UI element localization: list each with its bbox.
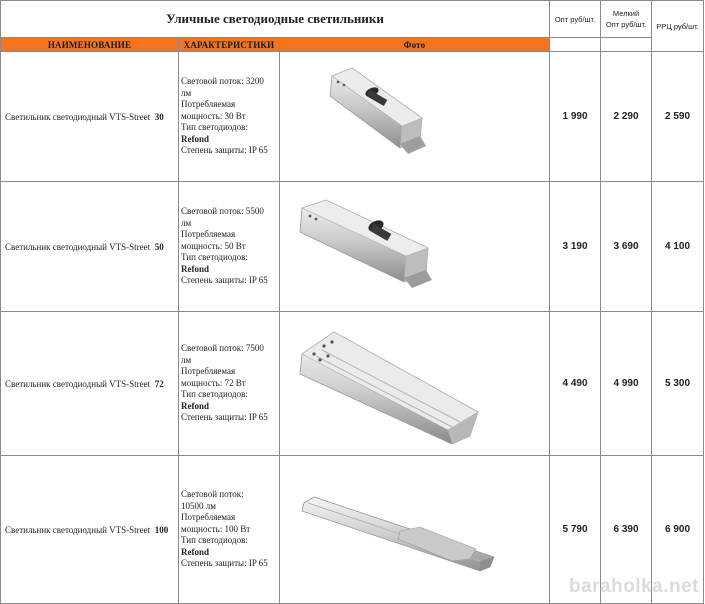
price-small: 6 390: [601, 456, 652, 604]
street-lamp-photo-icon: [280, 52, 550, 176]
watermark: baraholka.net: [568, 576, 699, 597]
subheader-row: [1, 38, 704, 52]
subheader-name: НАИМЕНОВАНИЕ: [1, 38, 179, 52]
col-header-small: [601, 1, 652, 38]
price-small: 2 290: [601, 52, 652, 182]
subheader-specs: ХАРАКТЕРИСТИКИ: [179, 38, 280, 52]
product-model: 30: [154, 111, 164, 122]
led-brand: Refond: [181, 133, 210, 144]
led-brand: Refond: [181, 400, 210, 411]
price-rrc: 2 590: [652, 52, 704, 182]
product-specs: Световой поток: 5500 лм Потребляемая мощность: 50 Вт Тип светодиодов: Refond Степень защиты: IP 65: [179, 182, 280, 312]
product-specs: Световой поток: 7500 лм Потребляемая мощность: 72 Вт Тип светодиодов: Refond Степень защиты: IP 65: [179, 312, 280, 456]
table-row: [1, 182, 704, 312]
col-header-rrc: РРЦ руб/шт.: [652, 1, 704, 52]
table-title: Уличные светодиодные светильники: [1, 1, 550, 38]
street-lamp-photo-icon: [280, 312, 550, 450]
price-opt: 5 790: [550, 456, 601, 604]
product-photo: [280, 52, 550, 182]
table-row: [1, 312, 704, 456]
led-brand: Refond: [181, 546, 210, 557]
product-model: 50: [154, 241, 164, 252]
price-small: 3 690: [601, 182, 652, 312]
product-specs: Световой поток: 3200 лм Потребляемая мощность: 30 Вт Тип светодиодов: Refond Степень защиты: IP 65: [179, 52, 280, 182]
product-specs: Световой поток: 10500 лм Потребляемая мощность: 100 Вт Тип светодиодов: Refond Степень защиты: IP 65: [179, 456, 280, 604]
product-photo: [280, 182, 550, 312]
price-opt: 4 490: [550, 312, 601, 456]
led-brand: Refond: [181, 263, 210, 274]
price-rrc: 6 900: [652, 456, 704, 604]
price-small: 4 990: [601, 312, 652, 456]
product-name: Светильник светодиодный VTS-Street 50: [1, 182, 179, 312]
product-photo: [280, 456, 550, 604]
product-model: 72: [154, 378, 164, 389]
product-name: Светильник светодиодный VTS-Street 100: [1, 456, 179, 604]
col-header-opt: Опт руб/шт.: [550, 1, 601, 38]
subheader-photo: Фото: [280, 38, 550, 52]
product-name: Светильник светодиодный VTS-Street 30: [1, 52, 179, 182]
product-model: 100: [154, 524, 169, 535]
product-name: Светильник светодиодный VTS-Street 72: [1, 312, 179, 456]
price-opt: 3 190: [550, 182, 601, 312]
price-opt: 1 990: [550, 52, 601, 182]
col-header-small-line2: Опт руб/шт.: [605, 20, 647, 29]
price-rrc: 5 300: [652, 312, 704, 456]
col-header-small-line1: Мелкий: [612, 9, 640, 18]
product-photo: [280, 312, 550, 456]
street-lamp-photo-icon: [280, 182, 550, 306]
table-row: [1, 52, 704, 182]
price-rrc: 4 100: [652, 182, 704, 312]
street-lamp-photo-icon: [280, 457, 550, 597]
